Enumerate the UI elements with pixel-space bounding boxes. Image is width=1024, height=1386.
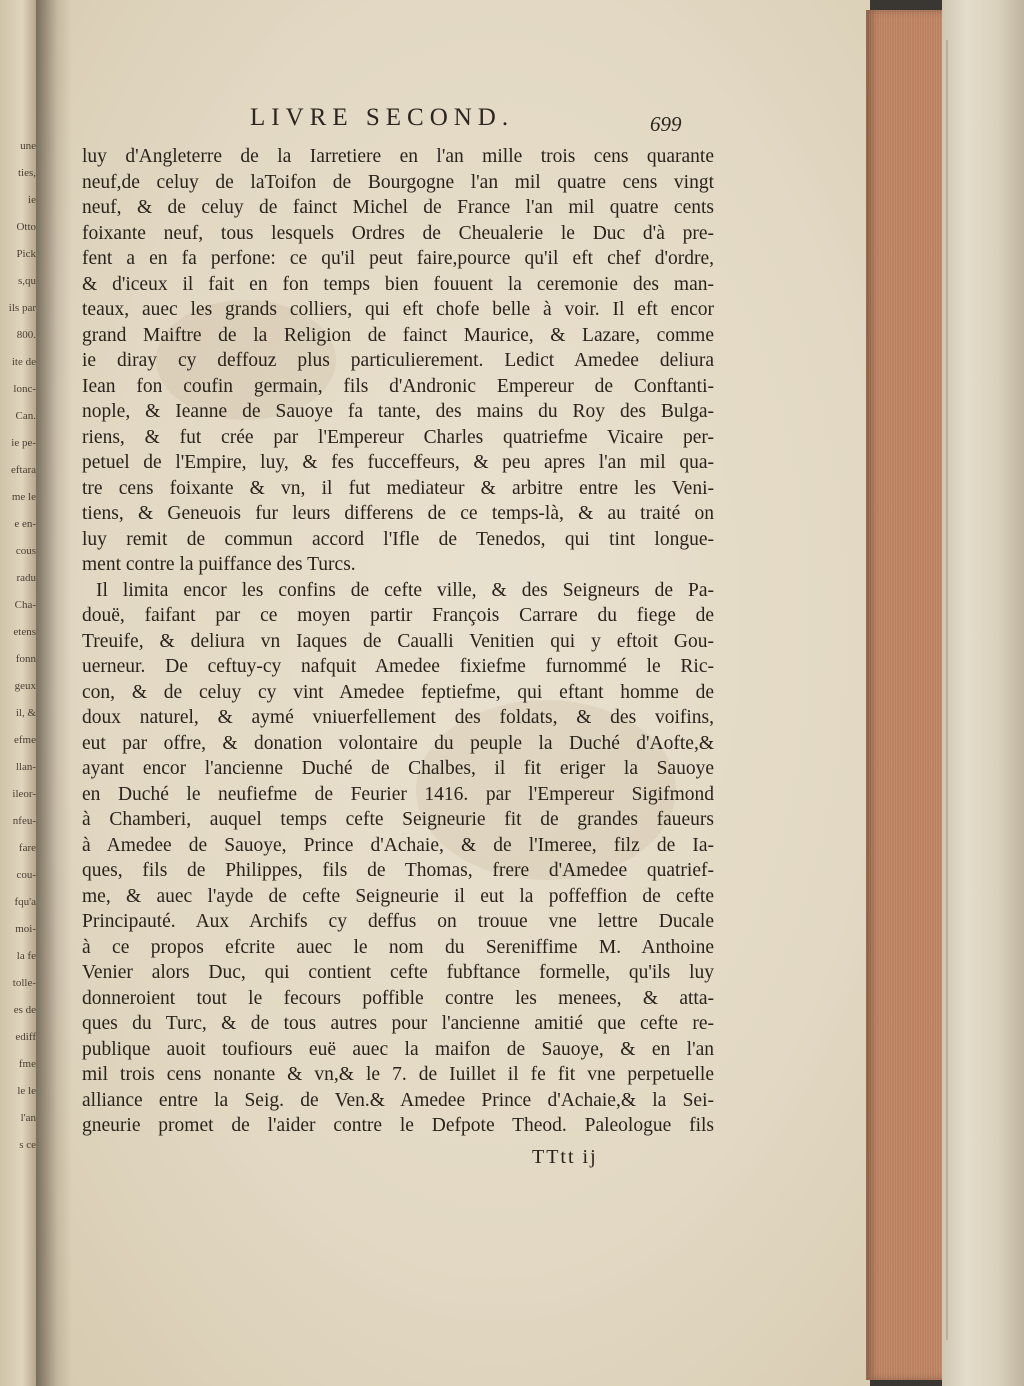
margin-fragment: le le (17, 1085, 36, 1097)
text-line: Il limita encor les confins de cefte ville, & des Seigneurs de Pa- (96, 579, 714, 601)
margin-fragment: Cha- (14, 599, 36, 611)
margin-fragment: etens (13, 626, 36, 638)
book-cover-board (942, 0, 1024, 1386)
text-line: luy d'Angleterre de la Iarretiere en l'an mille trois cens quarante (82, 146, 714, 167)
text-line: douë, faifant par ce moyen partir François Carrare du fiege de (82, 605, 714, 626)
margin-fragment: s,qu (17, 275, 36, 287)
margin-fragment: e en- (14, 518, 36, 530)
margin-fragment: cous (15, 545, 36, 557)
text-line: ment contre la puiffance des Turcs. (82, 554, 356, 575)
margin-fragment: ie pe- (11, 437, 36, 449)
text-line: me, & auec l'ayde de cefte Seigneurie il eut la poffeffion de cefte (82, 885, 714, 907)
margin-fragment: lonc- (13, 383, 36, 395)
margin-fragment: une (20, 140, 36, 152)
text-line: alliance entre la Seig. de Ven.& Amedee Prince d'Achaie,& la Sei- (82, 1089, 714, 1111)
body-text (82, 145, 714, 1175)
text-line: tre cens foixante & vn, il fut mediateur & arbitre entre les Veni- (82, 477, 714, 499)
margin-fragment: fqu'a (14, 896, 36, 908)
margin-fragment: Can. (15, 410, 36, 422)
margin-fragment: ileor- (12, 788, 36, 800)
margin-fragment: llan- (15, 761, 36, 773)
margin-fragment: ediff (15, 1031, 36, 1043)
text-line: uerneur. De ceftuy-cy nafquit Amedee fixiefme furnommé le Ric- (82, 656, 714, 677)
margin-fragment: nfeu- (12, 815, 36, 827)
margin-fragment: ie (28, 194, 36, 206)
margin-fragment: ils par (8, 302, 36, 314)
text-line: à Amedee de Sauoye, Prince d'Achaie, & de l'Imeree, filz de Ia- (82, 834, 714, 856)
text-line: luy remit de commun accord l'Ifle de Tenedos, qui tint longue- (82, 528, 714, 550)
text-line: ie diray cy deffouz plus particulierement. Ledict Amedee deliura (82, 350, 714, 371)
text-line: con, & de celuy cy vint Amedee feptiefme, qui eftant homme de (82, 681, 714, 703)
text-line: neuf,de celuy de laToifon de Bourgogne l'an mil quatre cens vingt (82, 171, 714, 193)
margin-fragment: es de (13, 1004, 36, 1016)
margin-fragment: eftara (10, 464, 36, 476)
text-line: à Chamberi, auquel temps cefte Seigneurie fit de grandes faueurs (82, 809, 714, 830)
text-line: & d'iceux il fait en fon temps bien fouuent la ceremonie des man- (82, 273, 714, 295)
text-line: nople, & Ieanne de Sauoye fa tante, des mains du Roy des Bulga- (82, 401, 714, 422)
margin-fragment: geux (14, 680, 36, 692)
margin-fragment: 800. (16, 329, 36, 341)
margin-fragment: tolle- (12, 977, 36, 989)
margin-fragment: fme (18, 1058, 36, 1070)
text-line: grand Maiftre de la Religion de fainct Maurice, & Lazare, comme (82, 324, 714, 346)
text-line: doux naturel, & aymé vniuerfellement des foldats, & des voifins, (82, 707, 714, 728)
text-line: ques du Turc, & de tous autres pour l'ancienne amitié que cefte re- (82, 1013, 714, 1034)
signature-mark: TTtt ij (532, 1146, 598, 1168)
text-line: fent a en fa perfone: ce qu'il peut faire,pource qu'il eft chef d'ordre, (82, 248, 714, 269)
text-line: à ce propos efcrite auec le nom du Sereniffime M. Anthoine (82, 936, 714, 958)
page-number: 699 (650, 112, 682, 136)
page-block-edge (866, 10, 950, 1380)
margin-fragment: la fe (16, 950, 36, 962)
margin-fragment: s ce (19, 1139, 36, 1151)
text-line: mil trois cens nonante & vn,& le 7. de Iuillet il fe fit vne perpetuelle (82, 1064, 714, 1085)
text-line: Treuife, & deliura vn Iaques de Caualli Venitien qui y eftoit Gou- (82, 630, 714, 652)
text-line: ques, fils de Philippes, fils de Thomas, frere d'Amedee quatrief- (82, 860, 714, 881)
running-head: LIVRE SECOND. (250, 104, 515, 131)
text-line: riens, & fut crée par l'Empereur Charles quatriefme Vicaire per- (82, 426, 714, 448)
margin-fragment: il, & (15, 707, 36, 719)
text-line: foixante neuf, tous lesquels Ordres de Cheualerie le Duc d'à pre- (82, 222, 714, 244)
text-line: publique auoit toufiours euë auec la maifon de Sauoye, & en l'an (82, 1038, 714, 1060)
margin-fragment: moi- (15, 923, 36, 935)
margin-fragment: Otto (16, 221, 36, 233)
margin-fragment: fonn (15, 653, 36, 665)
margin-fragment: fare (18, 842, 36, 854)
margin-fragment: ties, (17, 167, 36, 179)
margin-fragment: me le (11, 491, 36, 503)
margin-fragment: l'an (20, 1112, 36, 1124)
margin-fragment: ite de (11, 356, 36, 368)
text-line: Iean fon coufin germain, fils d'Andronic Empereur de Conftanti- (82, 375, 714, 397)
text-line: en Duché le neufiefme de Feurier 1416. par l'Empereur Sigifmond (82, 783, 714, 805)
margin-fragment: Pick (16, 248, 36, 260)
text-line: neuf, & de celuy de fainct Michel de France l'an mil quatre cents (82, 197, 714, 218)
text-line: ayant encor l'ancienne Duché de Chalbes, il fit eriger la Sauoye (82, 758, 714, 779)
margin-fragment: radu (16, 572, 36, 584)
text-line: Venier alors Duc, qui contient cefte fubftance formelle, qu'ils luy (82, 962, 714, 983)
margin-fragment: efme (14, 734, 36, 746)
text-line: donneroient tout le fecours poffible contre les menees, & atta- (82, 987, 714, 1009)
text-line: petuel de l'Empire, luy, & fes fucceffeurs, & peu apres l'an mil qua- (82, 452, 714, 473)
text-line: eut par offre, & donation volontaire du peuple la Duché d'Aofte,& (82, 732, 714, 754)
facing-page-edge (0, 0, 40, 1386)
text-line: gneurie promet de l'aider contre le Defpote Theod. Paleologue fils (82, 1115, 714, 1136)
text-line: teaux, auec les grands colliers, qui eft chofe belle à voir. Il eft encor (82, 299, 714, 320)
margin-fragment: cou- (16, 869, 36, 881)
book-page (36, 0, 870, 1386)
text-line: Principauté. Aux Archifs cy deffus on trouue vne lettre Ducale (82, 911, 714, 932)
text-line: tiens, & Geneuois fur leurs differens de ce temps-là, & au traité on (82, 503, 714, 524)
